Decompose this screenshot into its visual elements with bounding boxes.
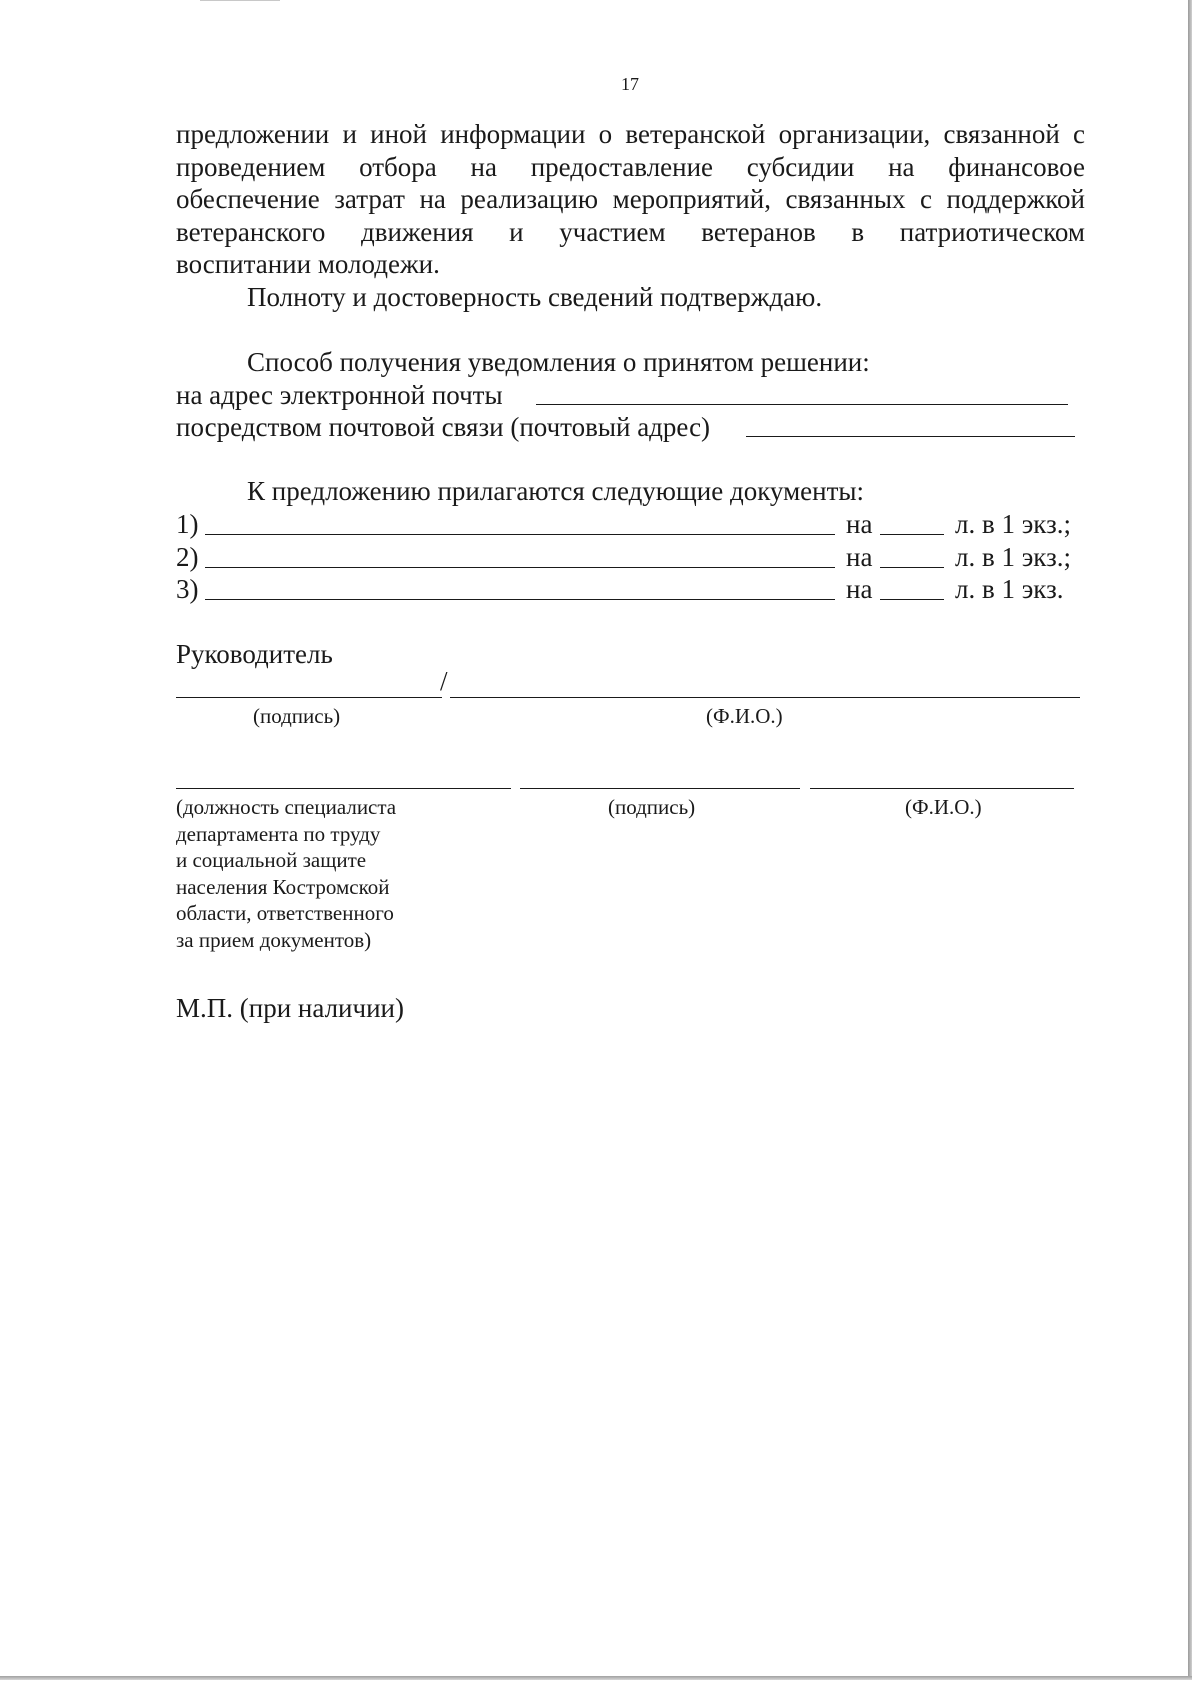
attachment-pages-line[interactable]: [880, 534, 944, 535]
attachment-suffix: л. в 1 экз.: [955, 574, 1064, 604]
attachment-na: на: [846, 509, 873, 539]
attachment-pages-line[interactable]: [880, 599, 944, 600]
attachment-suffix: л. в 1 экз.;: [955, 542, 1071, 572]
specialist-signature-caption: (подпись): [608, 795, 696, 819]
head-title: Руководитель: [176, 639, 333, 669]
head-name-line[interactable]: [450, 697, 1080, 698]
attachment-name-line[interactable]: [205, 599, 835, 600]
intro-paragraph: [176, 118, 1085, 281]
specialist-name-line[interactable]: [810, 788, 1074, 789]
caption-line: (должность специалиста: [176, 795, 397, 819]
caption-line: области, ответственного: [176, 901, 394, 925]
intro-line: обеспечение затрат на реализацию мероприятий, связанных с поддержкой: [176, 184, 1085, 214]
attachment-na: на: [846, 574, 873, 604]
scan-edge-top: [200, 0, 280, 1]
notification-heading: Способ получения уведомления о принятом решении:: [247, 347, 870, 377]
specialist-signature-line[interactable]: [520, 788, 800, 789]
attachment-suffix: л. в 1 экз.;: [955, 509, 1071, 539]
attachment-name-line[interactable]: [205, 567, 835, 568]
caption-line: и социальной защите: [176, 848, 367, 872]
post-address-field-line[interactable]: [746, 436, 1075, 437]
signature-separator: /: [440, 666, 448, 696]
intro-line: проведением отбора на предоставление субсидии на финансовое: [176, 151, 1085, 182]
stamp-note: М.П. (при наличии): [176, 993, 404, 1023]
scan-edge-right: [1188, 0, 1192, 1680]
attachment-na: на: [846, 542, 873, 572]
attachment-number: 2): [176, 542, 199, 572]
page-number: 17: [621, 74, 639, 94]
email-field-line[interactable]: [536, 404, 1068, 405]
specialist-position-caption: [176, 794, 396, 953]
head-signature-caption: (подпись): [253, 704, 341, 728]
attachment-number: 1): [176, 509, 199, 539]
specialist-name-caption: (Ф.И.О.): [905, 795, 982, 819]
intro-line: предложении и иной информации о ветеранской организации, связанной с: [176, 119, 1085, 149]
head-name-caption: (Ф.И.О.): [706, 704, 783, 728]
specialist-position-line[interactable]: [176, 788, 511, 789]
attachment-pages-line[interactable]: [880, 567, 944, 568]
caption-line: за прием документов): [176, 927, 372, 952]
caption-line: департамента по труду: [176, 821, 381, 846]
intro-line: ветеранского движения и участием ветеранов в патриотическом: [176, 216, 1085, 247]
attachment-number: 3): [176, 574, 199, 604]
post-address-label: посредством почтовой связи (почтовый адрес): [176, 412, 711, 442]
head-signature-line[interactable]: [176, 697, 442, 698]
confirmation-text: Полноту и достоверность сведений подтверждаю.: [247, 282, 823, 312]
caption-line: населения Костромской: [176, 874, 390, 899]
attachments-heading: К предложению прилагаются следующие документы:: [247, 476, 865, 506]
scan-edge-bottom: [0, 1676, 1192, 1680]
attachment-name-line[interactable]: [205, 534, 835, 535]
email-label: на адрес электронной почты: [176, 380, 503, 410]
intro-line-last: воспитании молодежи.: [176, 249, 440, 279]
